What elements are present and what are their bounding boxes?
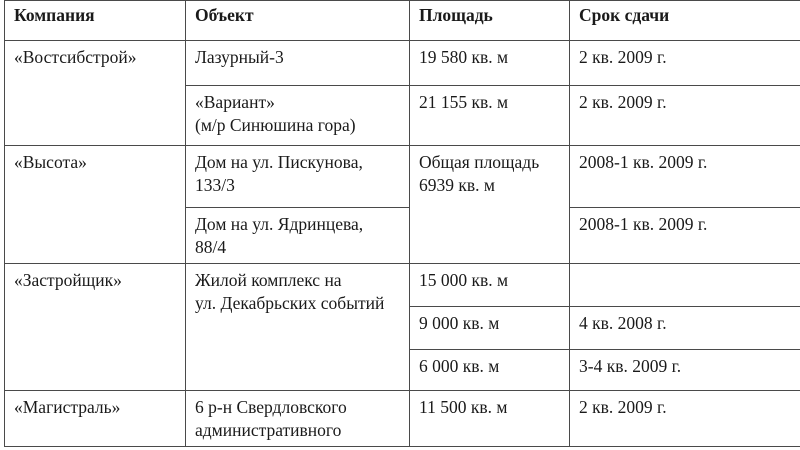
area-cell: 6 000 кв. м <box>410 350 570 391</box>
company-cell: «Высота» <box>5 146 186 264</box>
object-cell: 6 р-н Свердловского административного <box>186 391 410 447</box>
table-row <box>5 264 800 307</box>
area-cell: 15 000 кв. м <box>410 264 570 307</box>
object-cell: «Вариант» (м/р Синюшина гора) <box>186 86 410 146</box>
object-cell: Дом на ул. Пискунова, 133/3 <box>186 146 410 208</box>
company-cell: «Застройщик» <box>5 264 186 391</box>
area-cell: 9 000 кв. м <box>410 307 570 350</box>
object-cell: Лазурный-3 <box>186 41 410 86</box>
object-cell: Жилой комплекс на ул. Декабрьских событий <box>186 264 410 391</box>
deadline-cell <box>570 264 800 307</box>
header-area: Площадь <box>410 1 570 41</box>
deadline-cell: 2 кв. 2009 г. <box>570 86 800 146</box>
table-row <box>5 146 800 208</box>
header-deadline: Срок сдачи <box>570 1 800 41</box>
header-object: Объект <box>186 1 410 41</box>
deadline-cell: 2 кв. 2009 г. <box>570 41 800 86</box>
area-cell: 21 155 кв. м <box>410 86 570 146</box>
area-cell: 19 580 кв. м <box>410 41 570 86</box>
deadline-cell: 4 кв. 2008 г. <box>570 307 800 350</box>
table-row <box>5 391 800 447</box>
area-cell: Общая площадь 6939 кв. м <box>410 146 570 264</box>
header-company: Компания <box>5 1 186 41</box>
area-cell: 11 500 кв. м <box>410 391 570 447</box>
deadline-cell: 2008-1 кв. 2009 г. <box>570 146 800 208</box>
deadline-cell: 2008-1 кв. 2009 г. <box>570 208 800 264</box>
deadline-cell: 3-4 кв. 2009 г. <box>570 350 800 391</box>
company-cell: «Магистраль» <box>5 391 186 447</box>
object-cell: Дом на ул. Ядринцева, 88/4 <box>186 208 410 264</box>
deadline-cell: 2 кв. 2009 г. <box>570 391 800 447</box>
company-cell: «Востсибстрой» <box>5 41 186 146</box>
table-header-row <box>5 1 800 41</box>
table-row <box>5 41 800 86</box>
construction-projects-table <box>4 0 800 447</box>
